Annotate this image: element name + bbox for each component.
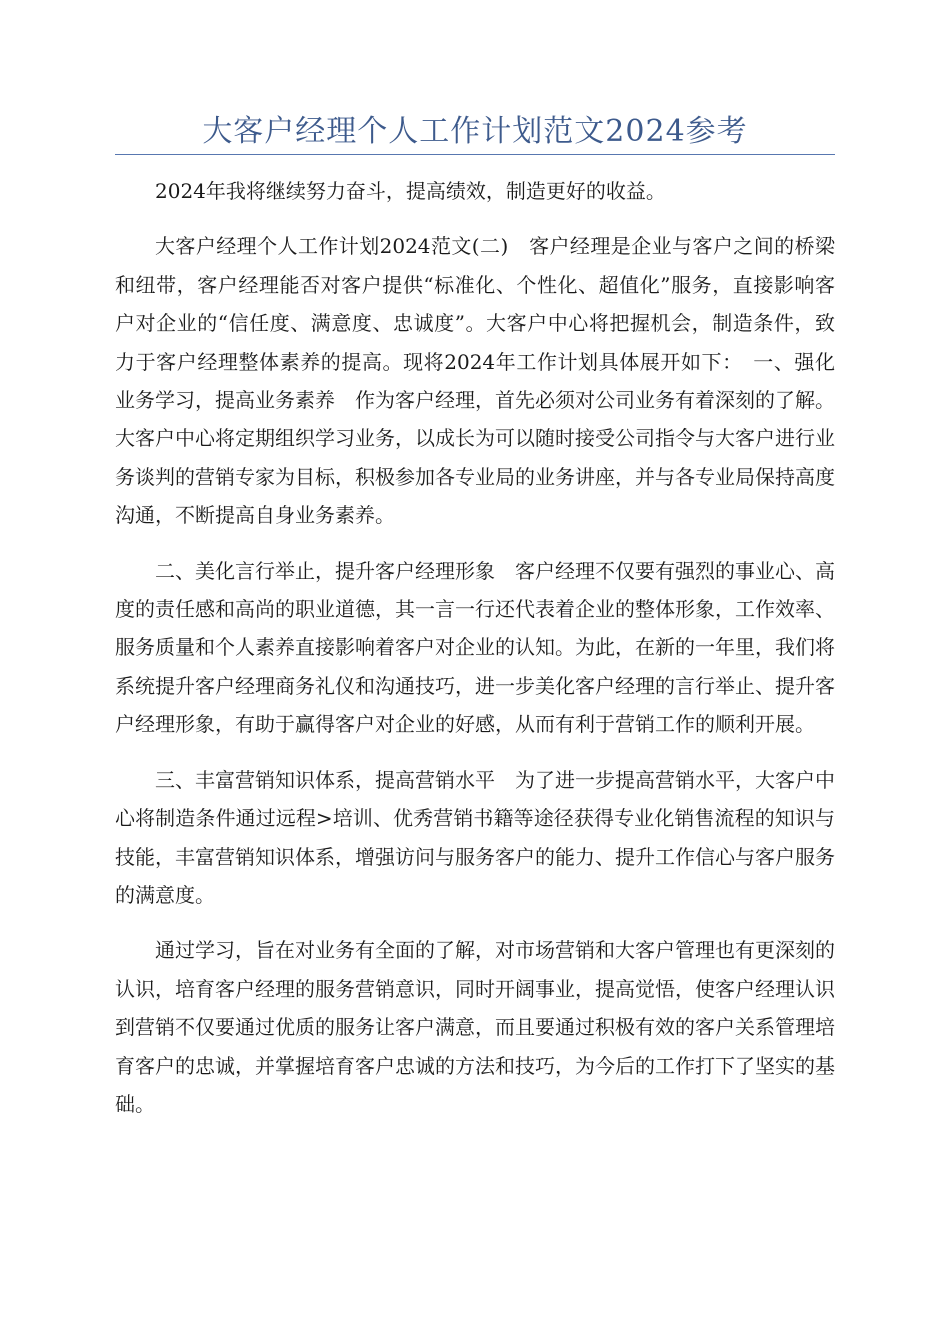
title-underline [115,154,835,155]
paragraph-intro: 2024年我将继续努力奋斗，提高绩效，制造更好的收益。 [155,179,666,203]
paragraph-conclusion: 通过学习，旨在对业务有全面的了解，对市场营销和大客户管理也有更深刻的认识，培育客户经理的服务营销意识，同时开阔事业，提高觉悟，使客户经理认识到营销不仅要通过优质的服务让客户满意，而且要通过积极有效的客户关系管理培育客户的忠诚，并掌握培育客户忠诚的方法和技巧，为今后的工作打下了坚实的基础。 [115,938,835,1116]
paragraph-section-three: 三、丰富营销知识体系，提高营销水平 为了进一步提高营销水平，大客户中心将制造条件通过远程>培训、优秀营销书籍等途径获得专业化销售流程的知识与技能，丰富营销知识体系，增强访问与服务客户的能力、提升工作信心与客户服务的满意度。 [115,767,835,907]
document-title: 大客户经理个人工作计划范文2024参考 [202,114,748,149]
paragraph-section-two: 二、美化言行举止，提升客户经理形象 客户经理不仅要有强烈的事业心、高度的责任感和高尚的职业道德，其一言一行还代表着企业的整体形象，工作效率、服务质量和个人素养直接影响着客户对企业的认知。为此，在新的一年里，我们将系统提升客户经理商务礼仪和沟通技巧，进一步美化客户经理的言行举止、提升客户经理形象，有助于赢得客户对企业的好感，从而有利于营销工作的顺利开展。 [115,558,835,737]
document-body [115,172,835,1140]
paragraph-plan-overview: 大客户经理个人工作计划2024范文(二) 客户经理是企业与客户之间的桥梁和纽带，客户经理能否对客户提供“标准化、个性化、超值化”服务，直接影响客户对企业的“信任度、满意度、忠诚度”。大客户中心将把握机会，制造条件，致力于客户经理整体素养的提高。现将2024年工作计划具体展开如下： 一、强化业务学习，提高业务素养 作为客户经理，首先必须对公司业务有着深刻的了解。大客户中心将定期组织学习业务，以成长为可以随时接受公司指令与大客户进行业务谈判的营销专家为目标，积极参加各专业局的业务讲座，并与各专业局保持高度沟通，不断提高自身业务素养。 [115,234,835,528]
